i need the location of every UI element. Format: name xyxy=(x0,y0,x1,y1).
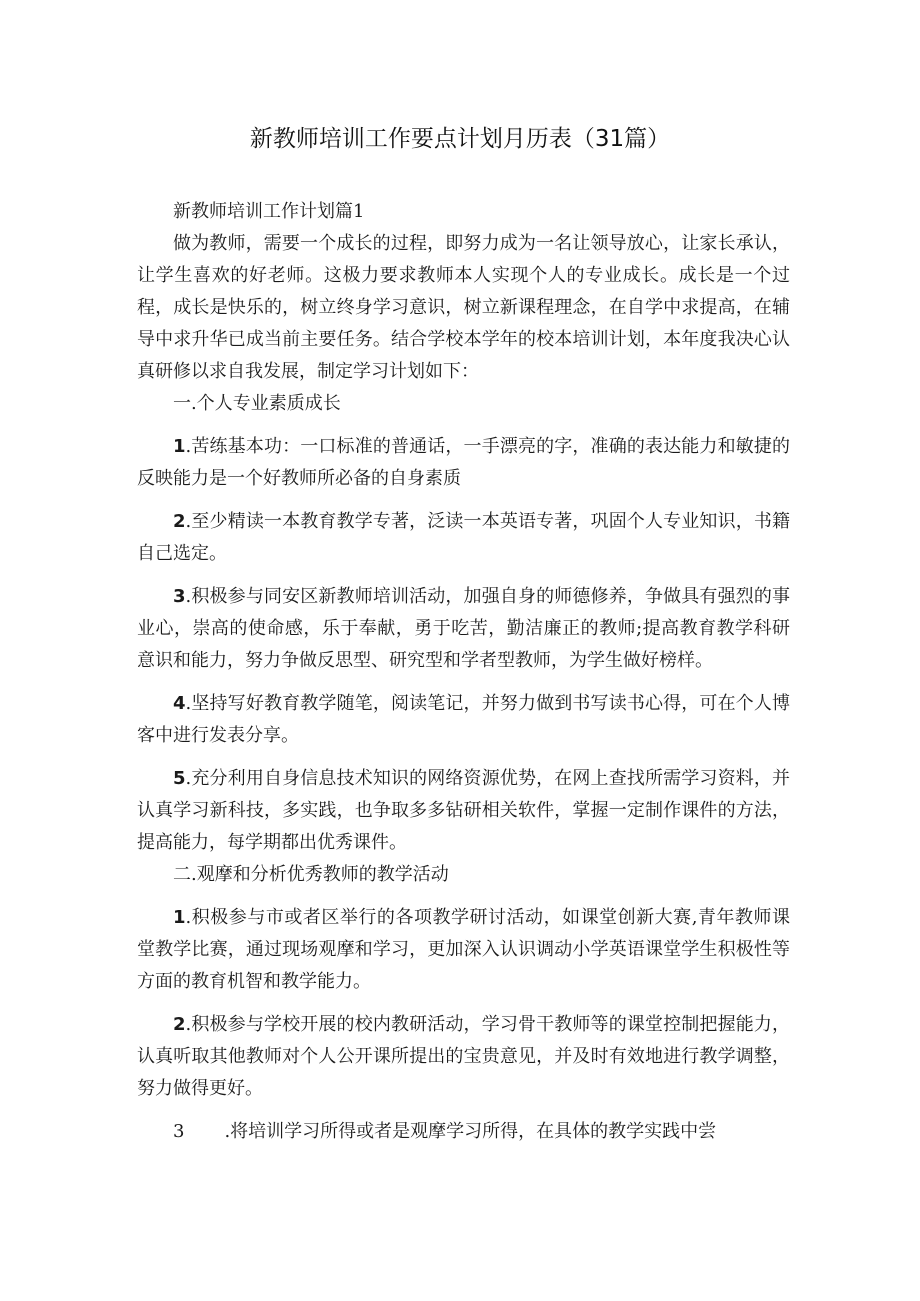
list-item xyxy=(137,1009,790,1105)
list-item-number: 5 xyxy=(173,768,186,789)
list-item-number: 2 xyxy=(173,1014,186,1035)
list-item xyxy=(137,763,790,859)
list-item-number: 2 xyxy=(173,511,186,532)
list-item xyxy=(137,506,790,570)
list-item-text: .积极参与市或者区举行的各项教学研讨活动，如课堂创新大赛,青年教师课堂教学比赛，通过现场观摩和学习，更加深入认识调动小学英语课堂学生积极性等方面的教育机智和教学能力。 xyxy=(137,907,790,992)
list-item-number: 1 xyxy=(173,907,186,928)
list-item-text: .将培训学习所得或者是观摩学习所得，在具体的教学实践中尝 xyxy=(224,1121,717,1142)
list-item-text: .至少精读一本教育教学专著，泛读一本英语专著，巩固个人专业知识，书籍自己选定。 xyxy=(137,511,790,564)
document-title: 新教师培训工作要点计划月历表（31篇） xyxy=(249,126,671,152)
list-item-number: 3 xyxy=(173,1121,185,1142)
list-item-number: 3 xyxy=(173,586,186,607)
section-heading: 新教师培训工作计划篇1 xyxy=(173,201,365,222)
part1-heading: 一.个人专业素质成长 xyxy=(173,393,341,414)
intro-paragraph: 做为教师，需要一个成长的过程，即努力成为一名让领导放心，让家长承认，让学生喜欢的好老师。这极力要求教师本人实现个人的专业成长。成长是一个过程，成长是快乐的，树立终身学习意识，树立新课程理念，在自学中求提高，在辅导中求升华已成当前主要任务。结合学校本学年的校本培训计划，本年度我决心认真研修以求自我发展，制定学习计划如下： xyxy=(137,233,790,382)
list-item xyxy=(137,1116,790,1148)
list-item-number: 4 xyxy=(173,693,186,714)
list-item-text: .苦练基本功：一口标准的普通话，一手漂亮的字，准确的表达能力和敏捷的反映能力是一个好教师所必备的自身素质 xyxy=(137,436,790,489)
list-item xyxy=(137,688,790,752)
document-body xyxy=(137,196,790,1148)
list-item-text: .充分利用自身信息技术知识的网络资源优势，在网上查找所需学习资料，并认真学习新科技，多实践，也争取多多钻研相关软件，掌握一定制作课件的方法，提高能力，每学期都出优秀课件。 xyxy=(137,768,790,853)
part2-heading: 二.观摩和分析优秀教师的教学活动 xyxy=(173,864,449,885)
list-item xyxy=(137,581,790,677)
list-item xyxy=(137,431,790,495)
list-item-text: .积极参与同安区新教师培训活动，加强自身的师德修养，争做具有强烈的事业心，崇高的使命感，乐于奉献，勇于吃苦，勤洁廉正的教师;提高教育教学科研意识和能力，努力争做反思型、研究型和学者型教师，为学生做好榜样。 xyxy=(137,586,790,671)
list-item-text: .坚持写好教育教学随笔，阅读笔记，并努力做到书写读书心得，可在个人博客中进行发表分享。 xyxy=(137,693,790,746)
list-item-text: .积极参与学校开展的校内教研活动，学习骨干教师等的课堂控制把握能力，认真听取其他教师对个人公开课所提出的宝贵意见，并及时有效地进行教学调整，努力做得更好。 xyxy=(137,1014,790,1099)
list-item xyxy=(137,902,790,998)
list-item-number: 1 xyxy=(173,436,186,457)
